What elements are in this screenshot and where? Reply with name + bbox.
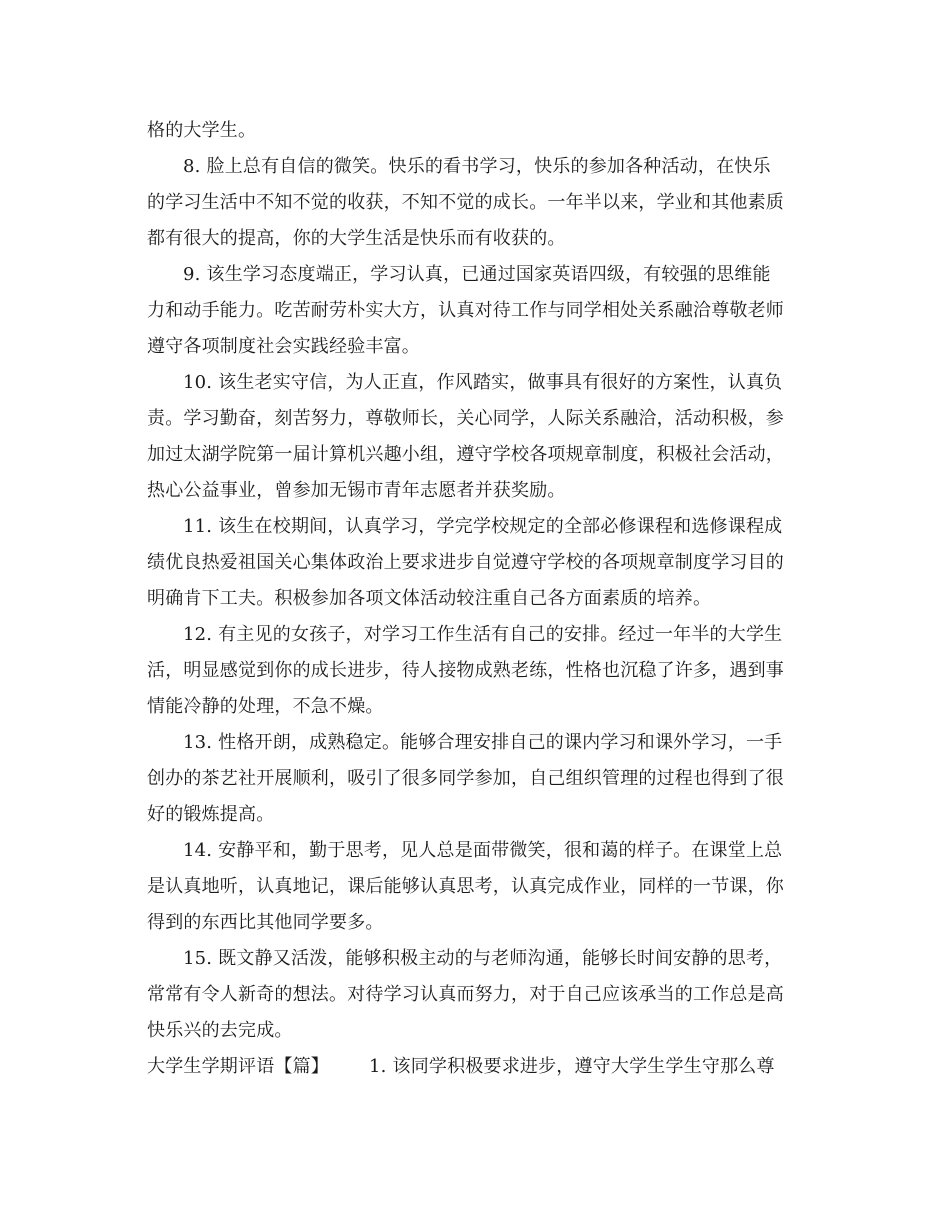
paragraph-line: 好的锻炼提高。 xyxy=(147,804,275,825)
document-page xyxy=(147,113,807,1085)
paragraph-line: 15. 既文静又活泼，能够积极主动的与老师沟通，能够长时间安静的思考， xyxy=(183,948,783,969)
continuation-line: 格的大学生。 xyxy=(147,120,257,141)
paragraph-line: 情能冷静的处理，不急不燥。 xyxy=(147,696,384,717)
paragraph-line: 责。学习勤奋，刻苦努力，尊敬师长，关心同学，人际关系融洽，活动积极，参 xyxy=(147,408,784,429)
paragraph-line: 的学习生活中不知不觉的收获，不知不觉的成长。一年半以来，学业和其他素质 xyxy=(147,192,784,213)
paragraph-line: 得到的东西比其他同学要多。 xyxy=(147,912,384,933)
comment-paragraph-14 xyxy=(147,833,807,941)
paragraph-line: 加过太湖学院第一届计算机兴趣小组，遵守学校各项规章制度，积极社会活动， xyxy=(147,444,784,465)
paragraph-line: 活，明显感觉到你的成长进步，待人接物成熟老练，性格也沉稳了许多，遇到事 xyxy=(147,660,784,681)
paragraph-line: 常常有令人新奇的想法。对待学习认真而努力，对于自己应该承当的工作总是高 xyxy=(147,984,784,1005)
paragraph-line: 10. 该生老实守信，为人正直，作风踏实，做事具有很好的方案性，认真负 xyxy=(183,372,783,393)
paragraph-line: 遵守各项制度社会实践经验丰富。 xyxy=(147,336,420,357)
paragraph-line: 都有很大的提高，你的大学生活是快乐而有收获的。 xyxy=(147,228,566,249)
paragraph-line: 快乐兴的去完成。 xyxy=(147,1020,293,1041)
paragraph-line: 14. 安静平和，勤于思考，见人总是面带微笑，很和蔼的样子。在课堂上总 xyxy=(183,840,783,861)
paragraph-line: 热心公益事业，曾参加无锡市青年志愿者并获奖励。 xyxy=(147,480,566,501)
comment-paragraph-10 xyxy=(147,365,807,509)
paragraph-line: 13. 性格开朗，成熟稳定。能够合理安排自己的课内学习和课外学习，一手 xyxy=(183,732,783,753)
comment-paragraph-8 xyxy=(147,149,807,257)
paragraph-line: 12. 有主见的女孩子，对学习工作生活有自己的安排。经过一年半的大学生 xyxy=(183,624,783,645)
paragraph-line: 创办的茶艺社开展顺利，吸引了很多同学参加，自己组织管理的过程也得到了很 xyxy=(147,768,784,789)
comment-paragraph-13 xyxy=(147,725,807,833)
section-heading: 大学生学期评语【篇】 xyxy=(147,1056,329,1077)
paragraph-line: 11. 该生在校期间，认真学习，学完学校规定的全部必修课程和选修课程成 xyxy=(183,516,783,537)
comment-paragraph-15 xyxy=(147,941,807,1049)
comment-paragraph-12 xyxy=(147,617,807,725)
paragraph-line: 是认真地听，认真地记，课后能够认真思考，认真完成作业，同样的一节课，你 xyxy=(147,876,784,897)
comment-paragraph-11 xyxy=(147,509,807,617)
paragraph-line: 8. 脸上总有自信的微笑。快乐的看书学习，快乐的参加各种活动，在快乐 xyxy=(183,156,771,177)
section-first-item: 1. 该同学积极要求进步，遵守大学生学生守那么尊 xyxy=(369,1056,775,1077)
paragraph-line: 绩优良热爱祖国关心集体政治上要求进步自觉遵守学校的各项规章制度学习目的 xyxy=(147,552,784,573)
section-start-line xyxy=(147,1049,807,1085)
paragraph-line: 9. 该生学习态度端正，学习认真，已通过国家英语四级，有较强的思维能 xyxy=(183,264,771,285)
comment-paragraph-9 xyxy=(147,257,807,365)
paragraph-line: 力和动手能力。吃苦耐劳朴实大方，认真对待工作与同学相处关系融洽尊敬老师 xyxy=(147,300,784,321)
paragraph-line: 明确肯下工夫。积极参加各项文体活动较注重自己各方面素质的培养。 xyxy=(147,588,712,609)
